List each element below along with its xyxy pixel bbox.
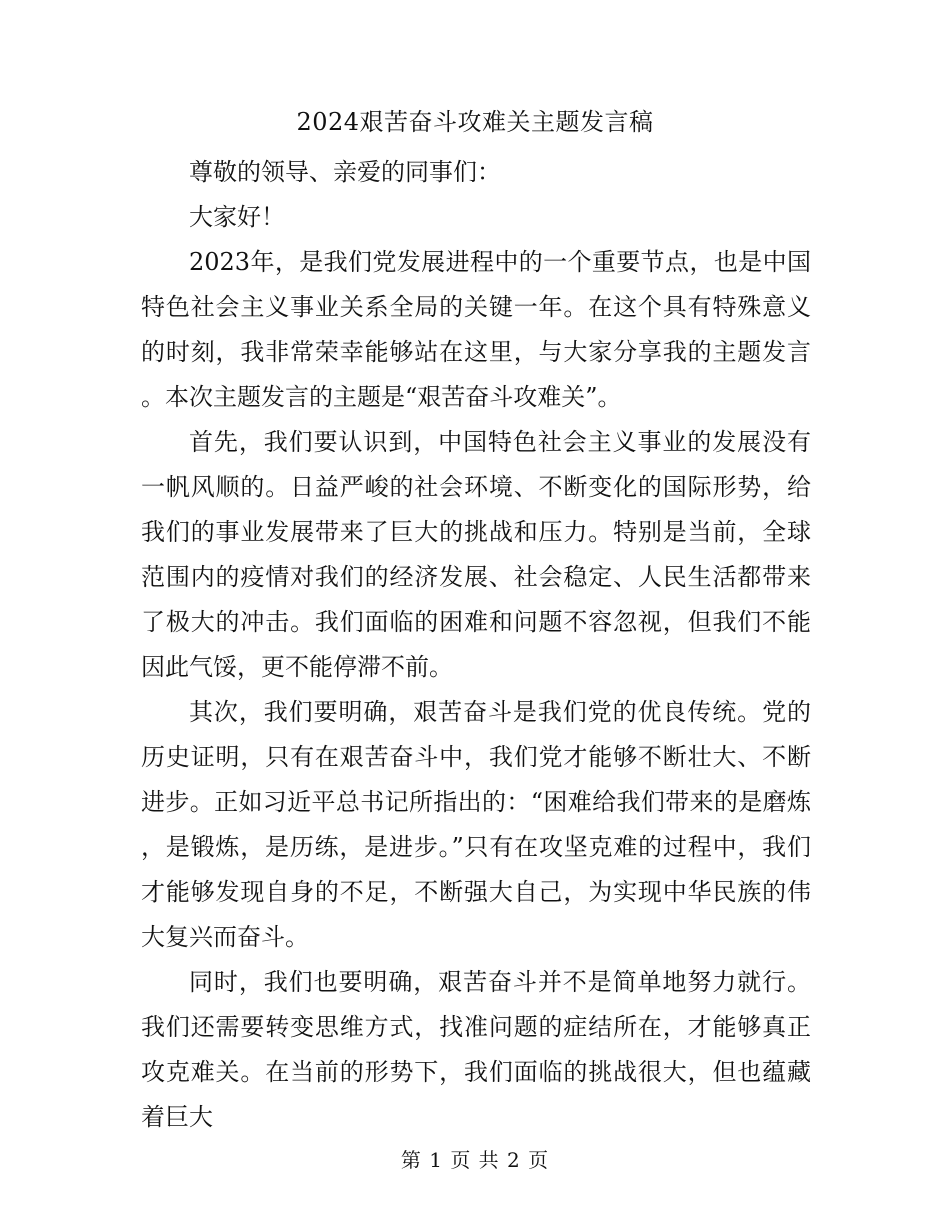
greeting: 大家好！ xyxy=(189,203,285,231)
salutation: 尊敬的领导、亲爱的同事们： xyxy=(189,158,501,186)
body-paragraph: 同时，我们也要明确，艰苦奋斗并不是简单地努力就行。我们还需要转变思维方式，找准问题的症结所在，才能够真正攻克难关。在当前的形势下，我们面临的挑战很大，但也蕴藏着巨大 xyxy=(141,968,811,1131)
body-paragraph: 其次，我们要明确，艰苦奋斗是我们党的优良传统。党的历史证明，只有在艰苦奋斗中，我们党才能够不断壮大、不断进步。正如习近平总书记所指出的：“困难给我们带来的是磨炼，是锻炼，是历练，是进步。”只有在攻坚克难的过程中，我们才能够发现自身的不足，不断强大自己，为实现中华民族的伟大复兴而奋斗。 xyxy=(141,698,811,951)
document-body xyxy=(141,150,811,1140)
document-title: 2024艰苦奋斗攻难关主题发言稿 xyxy=(296,108,654,136)
body-paragraph: 首先，我们要认识到，中国特色社会主义事业的发展没有一帆风顺的。日益严峻的社会环境、不断变化的国际形势，给我们的事业发展带来了巨大的挑战和压力。特别是当前，全球范围内的疫情对我们的经济发展、社会稳定、人民生活都带来了极大的冲击。我们面临的困难和问题不容忽视，但我们不能因此气馁，更不能停滞不前。 xyxy=(141,428,811,681)
body-paragraph: 2023年，是我们党发展进程中的一个重要节点，也是中国特色社会主义事业关系全局的关键一年。在这个具有特殊意义的时刻，我非常荣幸能够站在这里，与大家分享我的主题发言。本次主题发言的主题是“艰苦奋斗攻难关”。 xyxy=(141,248,811,411)
page-number-footer: 第 1 页 共 2 页 xyxy=(400,1148,550,1172)
